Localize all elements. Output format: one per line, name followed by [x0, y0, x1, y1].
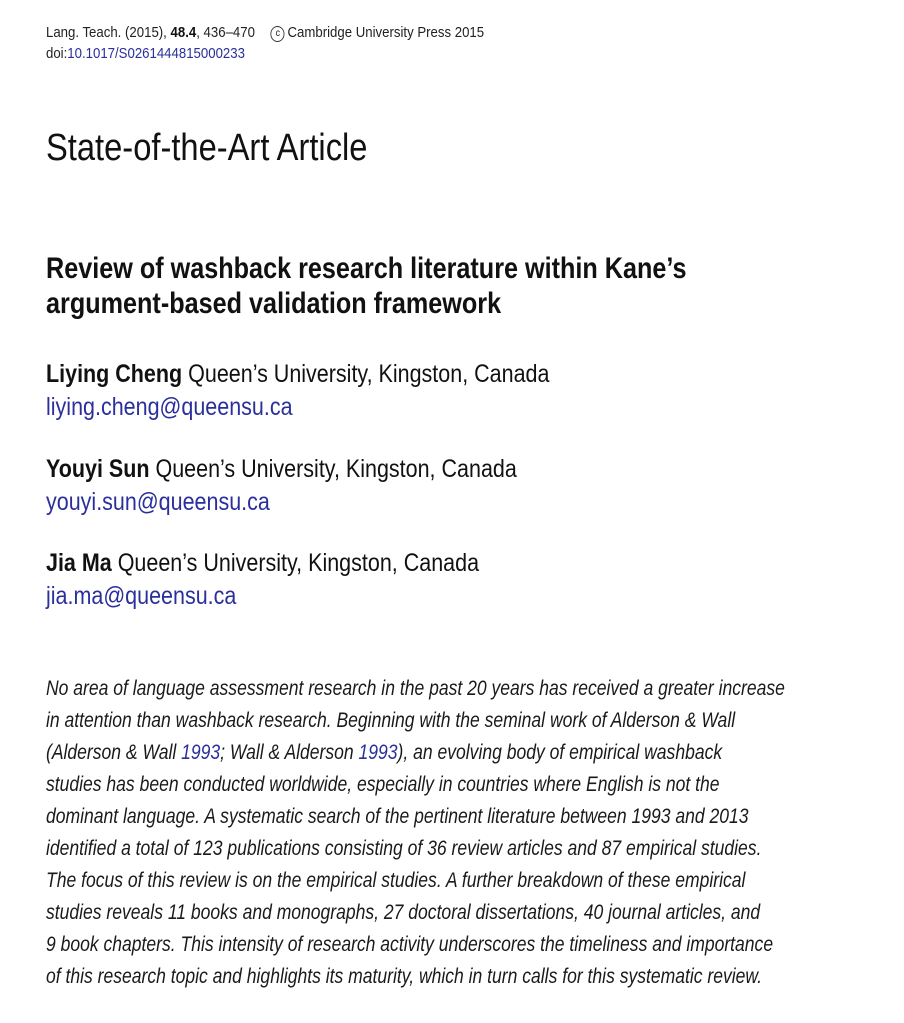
abstract-line: The focus of this review is on the empirical studies. A further breakdown of these empirical — [46, 869, 746, 892]
doi-label: doi: — [46, 45, 68, 62]
abstract-text: (Alderson & Wall — [46, 741, 182, 764]
copyright-icon: c — [271, 26, 285, 42]
article-type-heading: State-of-the-Art Article — [46, 127, 368, 169]
abstract-text: ; Wall & Alderson — [220, 741, 359, 764]
author-block — [46, 547, 479, 613]
abstract-line: 9 book chapters. This intensity of research activity underscores the timeliness and importance — [46, 933, 774, 956]
author-email-link[interactable]: jia.ma@queensu.ca — [46, 582, 237, 610]
abstract-line — [46, 737, 785, 769]
copyright-text: Cambridge University Press 2015 — [287, 24, 485, 41]
article-title-line: Review of washback research literature within Kane’s — [46, 252, 687, 285]
abstract-text: ), an evolving body of empirical washback — [397, 741, 723, 764]
abstract — [46, 673, 785, 993]
page-range: , 436–470 — [196, 24, 255, 41]
author-name: Liying Cheng — [46, 360, 183, 388]
citation-header — [46, 22, 484, 64]
article-title-line: argument-based validation framework — [46, 287, 502, 320]
author-affiliation: Queen’s University, Kingston, Canada — [182, 360, 550, 388]
abstract-line: No area of language assessment research in the past 20 years has received a greater increase — [46, 677, 785, 700]
author-affiliation: Queen’s University, Kingston, Canada — [111, 549, 480, 577]
article-title — [46, 251, 687, 321]
volume-issue: 48.4 — [170, 24, 197, 41]
author-name: Youyi Sun — [46, 455, 150, 483]
citation-line — [46, 22, 484, 43]
author-email-link[interactable]: youyi.sun@queensu.ca — [46, 488, 270, 516]
doi-link[interactable]: 10.1017/S0261444815000233 — [67, 45, 245, 62]
journal-citation: Lang. Teach. (2015), — [46, 24, 171, 41]
abstract-line: identified a total of 123 publications consisting of 36 review articles and 87 empirical studies. — [46, 837, 762, 860]
citation-link[interactable]: 1993 — [358, 741, 398, 764]
author-name: Jia Ma — [46, 549, 112, 577]
author-block — [46, 453, 517, 519]
abstract-line: studies reveals 11 books and monographs, 27 doctoral dissertations, 40 journal articles, and — [46, 901, 761, 924]
abstract-line: studies has been conducted worldwide, especially in countries where English is not the — [46, 773, 720, 796]
doi-line — [46, 43, 484, 64]
abstract-line: dominant language. A systematic search of the pertinent literature between 1993 and 2013 — [46, 805, 749, 828]
author-block — [46, 358, 549, 424]
abstract-line: of this research topic and highlights its maturity, which in turn calls for this systematic review. — [46, 965, 762, 988]
author-affiliation: Queen’s University, Kingston, Canada — [149, 455, 517, 483]
abstract-line: in attention than washback research. Beginning with the seminal work of Alderson & Wall — [46, 709, 736, 732]
citation-link[interactable]: 1993 — [181, 741, 221, 764]
author-email-link[interactable]: liying.cheng@queensu.ca — [46, 393, 293, 421]
